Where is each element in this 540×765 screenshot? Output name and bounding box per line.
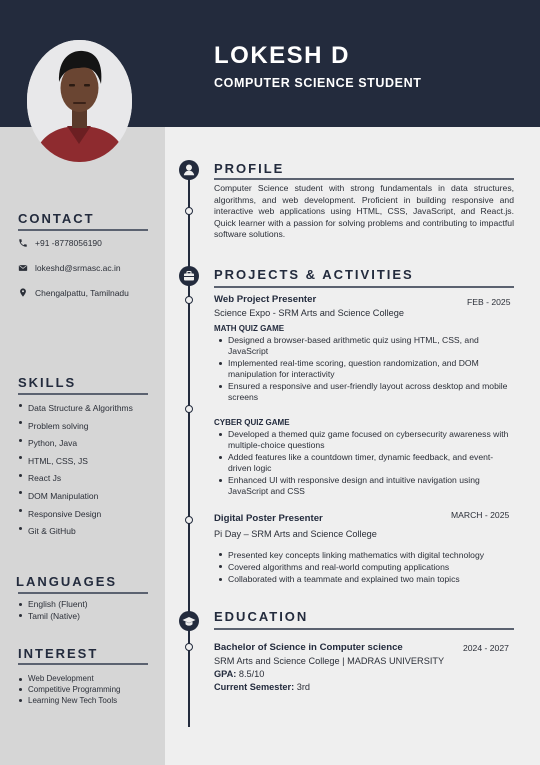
contact-email [18,263,121,273]
semester-line [214,682,310,692]
gpa-line [214,669,264,679]
mail-icon [18,263,28,273]
graduation-cap-icon [179,611,199,631]
education-divider [214,628,514,630]
college-name: SRM Arts and Science College | MADRAS UNIVERSITY [214,656,445,666]
project-bullets [214,549,512,586]
skill-item: Data Structure & Algorithms [18,400,133,418]
gpa-label: GPA: [214,669,237,679]
languages-divider [18,592,148,594]
person-icon [179,160,199,180]
interest-item: Learning New Tech Tools [18,696,120,707]
project-bullets [214,335,512,403]
language-item: English (Fluent) [18,599,88,611]
interest-list [18,674,120,706]
degree-title: Bachelor of Science in Computer science [214,642,403,653]
person-name: LOKESH D [214,42,351,69]
timeline-projects-marker [179,266,199,286]
skill-item: Python, Java [18,435,133,453]
profile-summary: Computer Science student with strong fundamentals in data structures, algorithms, and web development. Proficient in building responsive and interactive web applications using HTML, CSS, JavaScript, and React.js. Quick learner with a passion for solving problems and contributing to impactful software solutions. [214,183,514,240]
timeline-dot [185,207,193,215]
phone-icon [18,238,28,248]
bullet-item: Designed a browser-based arithmetic quiz using HTML, CSS, and JavaScript [214,335,512,358]
education-heading: EDUCATION [214,609,309,624]
interest-item: Web Development [18,674,120,685]
language-item: Tamil (Native) [18,611,88,623]
timeline-profile-marker [179,160,199,180]
contact-heading: CONTACT [18,211,95,226]
timeline-dot [185,643,193,651]
briefcase-icon [179,266,199,286]
interest-item: Competitive Programming [18,685,120,696]
skills-divider [18,393,148,395]
contact-divider [18,229,148,231]
contact-phone [18,238,102,248]
bullet-item: Covered algorithms and real-world computing applications [214,561,512,573]
project-bullets [214,429,512,497]
project-title: Web Project Presenter [214,294,317,305]
languages-heading: LANGUAGES [16,574,118,589]
semester-value: 3rd [296,682,311,692]
bullet-item: Added features like a countdown timer, dynamic feedback, and event-driven logic [214,452,512,475]
email-address: lokeshd@srmasc.ac.in [35,263,121,273]
contact-location [18,287,129,298]
timeline-education-marker [179,611,199,631]
skills-list [18,400,133,541]
timeline-dot [185,405,193,413]
phone-number: +91 -8778056190 [35,238,102,248]
bullet-item: Presented key concepts linking mathematics with digital technology [214,549,512,561]
bullet-item: Implemented real-time scoring, question randomization, and DOM manipulation for interactivity [214,358,512,381]
skill-item: Problem solving [18,418,133,436]
skill-item: React Js [18,470,133,488]
skill-item: HTML, CSS, JS [18,453,133,471]
location-text: Chengalpattu, Tamilnadu [35,287,129,298]
bullet-item: Enhanced UI with responsive design and intuitive navigation using JavaScript and CSS [214,475,512,498]
project-title: Digital Poster Presenter [214,513,323,524]
interest-divider [18,663,148,665]
timeline-dot [185,296,193,304]
gpa-value: 8.5/10 [238,669,265,679]
interest-heading: INTEREST [18,646,99,661]
bullet-item: Ensured a responsive and user-friendly layout across desktop and mobile screens [214,381,512,404]
location-pin-icon [18,287,28,298]
degree-years: 2024 - 2027 [463,643,509,653]
job-title: COMPUTER SCIENCE STUDENT [214,76,422,90]
bullet-item: Developed a themed quiz game focused on cybersecurity awareness with multiple-choice questions [214,429,512,452]
projects-divider [214,286,514,288]
timeline-dot [185,516,193,524]
projects-heading: PROJECTS & ACTIVITIES [214,267,414,282]
semester-label: Current Semester: [214,682,295,692]
project-subheading: MATH QUIZ GAME [214,324,285,333]
profile-photo [27,40,132,162]
bullet-item: Collaborated with a teammate and explained two main topics [214,573,512,585]
profile-divider [214,178,514,180]
project-event: Science Expo - SRM Arts and Science College [214,308,404,318]
skill-item: Git & GitHub [18,523,133,541]
project-date: FEB - 2025 [467,297,511,307]
skills-heading: SKILLS [18,375,77,390]
skill-item: Responsive Design [18,506,133,524]
project-event: Pi Day – SRM Arts and Science College [214,529,377,539]
project-date: MARCH - 2025 [451,510,510,520]
profile-heading: PROFILE [214,161,285,176]
skill-item: DOM Manipulation [18,488,133,506]
project-subheading: CYBER QUIZ GAME [214,418,290,427]
languages-list [18,599,88,622]
